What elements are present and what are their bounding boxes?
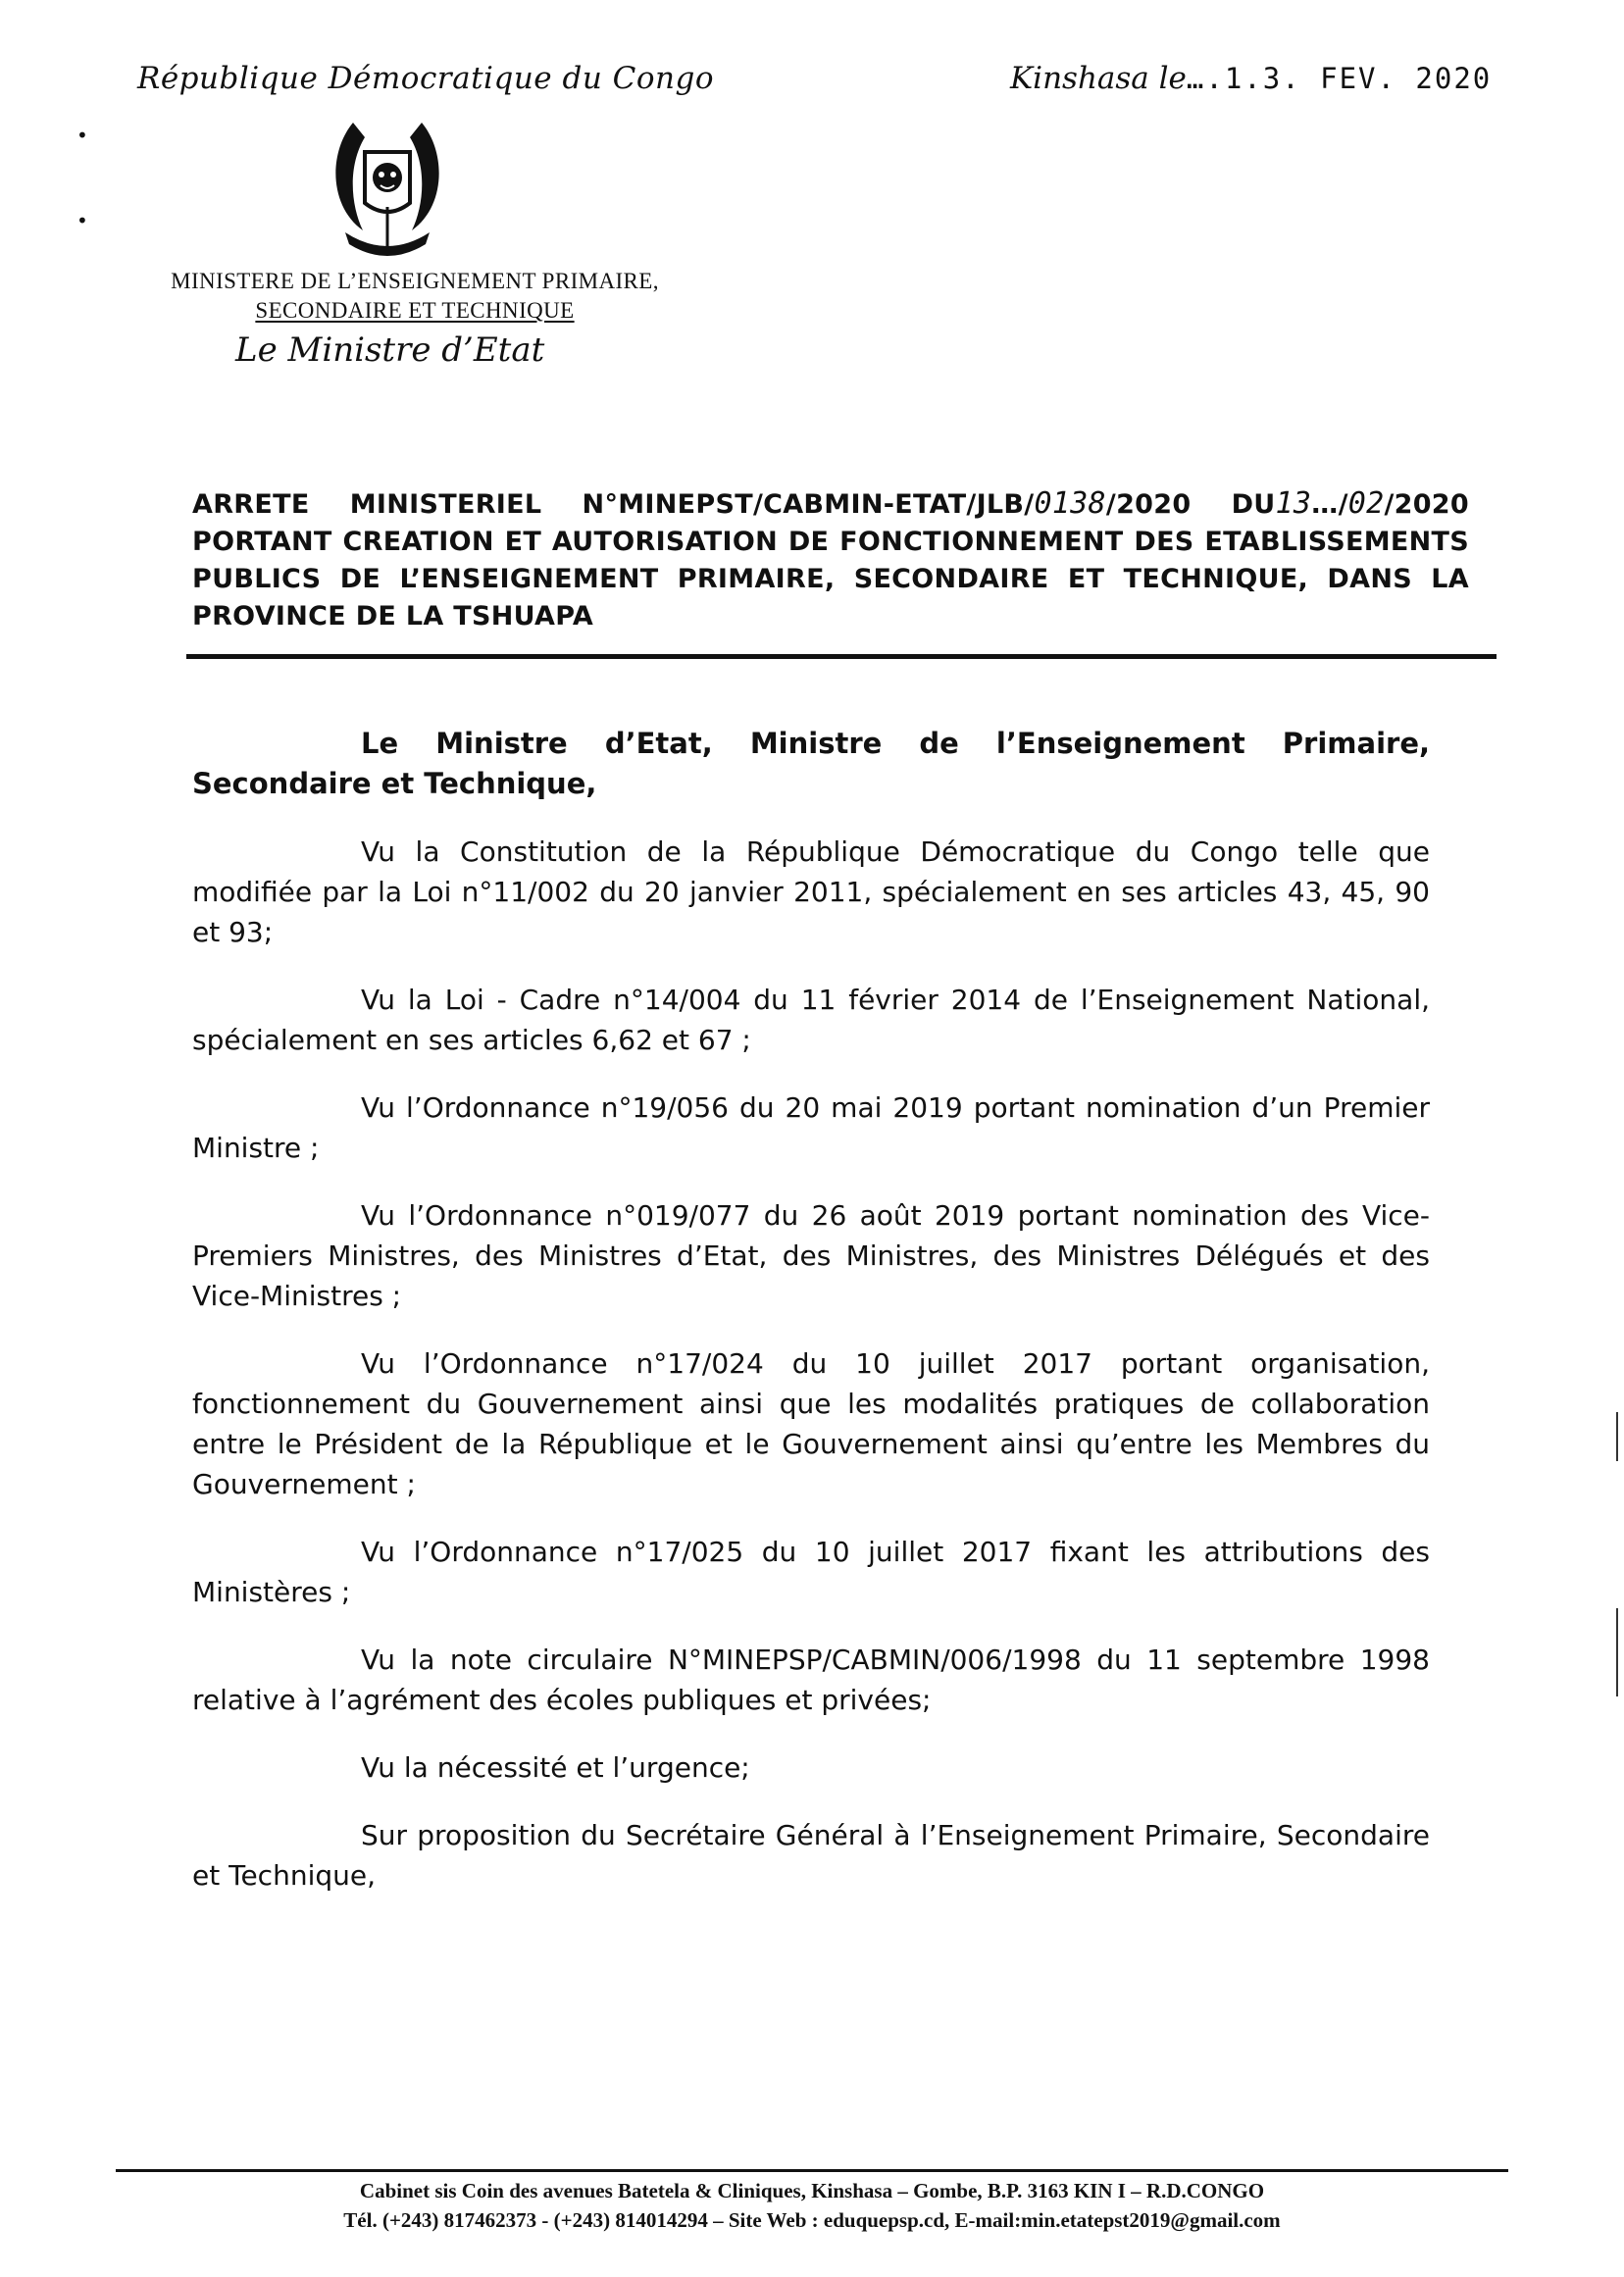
footer-address [116, 2176, 1508, 2235]
republic-name: République Démocratique du Congo [137, 61, 715, 96]
margin-mark-top: • [76, 124, 88, 147]
decree-title-line-4: PROVINCE DE LA TSHUAPA [192, 601, 594, 632]
handwritten-month: 02 [1347, 486, 1385, 521]
scan-edge-mark [1616, 1608, 1618, 1696]
decree-title [192, 485, 1469, 635]
decree-reference-line [192, 485, 1469, 524]
decree-date-separator: …/ [1311, 489, 1348, 520]
footer-divider [116, 2169, 1508, 2172]
decree-title-line-2: PORTANT CREATION ET AUTORISATION DE FONCTIONNEMENT DES ETABLISSEMENTS [192, 527, 1469, 557]
decree-prefix: ARRETE MINISTERIEL N°MINEPST/CABMIN-ETAT/JLB/ [192, 489, 1035, 520]
decree-mid: /2020 DU [1105, 489, 1276, 520]
footer-line-1: Cabinet sis Coin des avenues Batetela & Cliniques, Kinshasa – Gombe, B.P. 3163 KIN I – R.D.CONGO [359, 2179, 1265, 2202]
recital-paragraph: Vu la note circulaire N°MINEPSP/CABMIN/006/1998 du 11 septembre 1998 relative à l’agrément des écoles publiques et privées; [192, 1644, 1430, 1716]
margin-mark-bottom: • [76, 209, 88, 232]
intro-paragraph: Le Ministre d’Etat, Ministre de l’Enseignement Primaire, Secondaire et Technique, [192, 727, 1430, 800]
handwritten-day: 13 [1275, 486, 1312, 521]
ministry-line-1: MINISTERE DE L’ENSEIGNEMENT PRIMAIRE, [171, 269, 659, 293]
decree-year: /2020 [1384, 489, 1469, 520]
recital-paragraph: Vu l’Ordonnance n°19/056 du 20 mai 2019 portant nomination d’un Premier Ministre ; [192, 1091, 1430, 1164]
city-label: Kinshasa le [1010, 61, 1187, 96]
scan-edge-mark [1616, 1412, 1618, 1461]
coat-of-arms-emblem [324, 113, 451, 260]
decree-body [192, 724, 1430, 1923]
recital-paragraph: Vu l’Ordonnance n°17/025 du 10 juillet 2017 fixant les attributions des Ministères ; [192, 1536, 1430, 1608]
recital-paragraph: Vu l’Ordonnance n°17/024 du 10 juillet 2017 portant organisation, fonctionnement du Gouvernement ainsi que les modalités pratiques de collaboration entre le Président de la République et le Gouvernement ainsi qu’entre les Membres du Gouvernement ; [192, 1347, 1430, 1500]
ministry-name [135, 267, 694, 326]
decree-title-line-3: PUBLICS DE L’ENSEIGNEMENT PRIMAIRE, SECONDAIRE ET TECHNIQUE, DANS LA [192, 564, 1469, 594]
ministry-line-2: SECONDAIRE ET TECHNIQUE [255, 298, 575, 323]
recital-paragraph: Vu la nécessité et l’urgence; [361, 1751, 750, 1784]
minister-title: Le Ministre d’Etat [235, 330, 545, 370]
recital-paragraph: Sur proposition du Secrétaire Général à l’Enseignement Primaire, Secondaire et Technique, [192, 1819, 1430, 1892]
footer-line-2: Tél. (+243) 817462373 - (+243) 814014294 – Site Web : eduquepsp.cd, E-mail:min.etatepst2019@gmail.com [343, 2208, 1281, 2232]
recital-paragraph: Vu la Loi - Cadre n°14/004 du 11 février 2014 de l’Enseignement National, spécialement en ses articles 6,62 et 67 ; [192, 984, 1430, 1056]
handwritten-date: ….1.3. FEV. 2020 [1186, 62, 1493, 95]
handwritten-decree-number: 0138 [1034, 486, 1106, 521]
recital-paragraph: Vu la Constitution de la République Démocratique du Congo telle que modifiée par la Loi n°11/002 du 20 janvier 2011, spécialement en ses articles 43, 45, 90 et 93; [192, 835, 1430, 948]
city-date [1010, 61, 1492, 96]
recital-paragraph: Vu l’Ordonnance n°019/077 du 26 août 2019 portant nomination des Vice-Premiers Ministres, des Ministres d’Etat, des Ministres, des Ministres Délégués et des Vice-Ministres ; [192, 1199, 1430, 1312]
title-divider [186, 654, 1497, 659]
